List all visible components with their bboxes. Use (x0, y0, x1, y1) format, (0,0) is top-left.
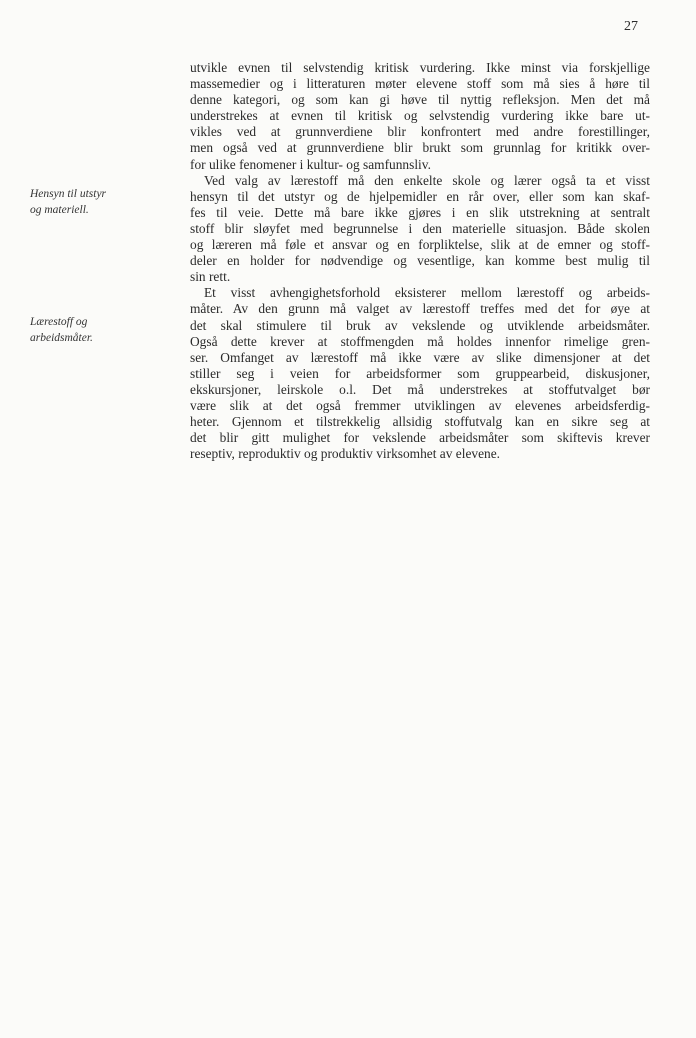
body-text (190, 60, 650, 462)
text-line: vikles ved at grunnverdiene blir konfrontert med andre forestillinger, (190, 124, 650, 140)
text-line: måter. Av den grunn må valget av lærestoff treffes med det for øye at (190, 301, 650, 317)
margin-note-equipment (30, 186, 150, 218)
text-line: det skal stimulere til bruk av vekslende og utviklende arbeidsmåter. (190, 317, 650, 333)
page-number: 27 (624, 19, 638, 34)
text-line: massemedier og i litteraturen møter elevene stoff som må sies å høre til (190, 76, 650, 92)
paragraph-3 (190, 285, 650, 462)
margin-note-line: Hensyn til utstyr (30, 188, 107, 200)
margin-note-methods (30, 314, 150, 346)
text-line: utvikle evnen til selvstendig kritisk vurdering. Ikke minst via forskjellige (190, 60, 650, 75)
text-line: Ved valg av lærestoff må den enkelte skole og lærer også ta et visst (204, 172, 650, 188)
text-line: det blir gitt mulighet for vekslende arbeidsmåter som skiftevis krever (190, 430, 650, 446)
text-line: reseptiv, reproduktiv og produktiv virksomhet av elevene. (190, 446, 501, 462)
text-line: ekskursjoner, leirskole o.l. Det må understrekes at stoffutvalget bør (190, 381, 650, 397)
text-line: være slik at det også fremmer utviklingen av elevenes arbeidsferdig- (190, 397, 650, 413)
text-line: og læreren må føle et ansvar og en forpliktelse, slik at de emner og stoff- (190, 237, 650, 253)
text-line: deler en holder for nødvendige og vesentlige, kan komme best mulig til (190, 253, 650, 269)
margin-note-line: og materiell. (30, 204, 89, 216)
text-line: Også dette krever at stoffmengden må holdes innenfor rimelige gren- (190, 333, 650, 349)
text-line: heter. Gjennom et tilstrekkelig allsidig stoffutvalg kan en sikre seg at (190, 414, 650, 430)
text-line: Et visst avhengighetsforhold eksisterer mellom lærestoff og arbeids- (204, 285, 650, 301)
text-line: stoff blir sløyfet med begrunnelse i den materielle situasjon. Både skolen (190, 220, 650, 236)
paragraph-2 (190, 173, 650, 286)
text-line: for ulike fenomener i kultur- og samfunnsliv. (190, 156, 431, 172)
text-line: denne kategori, og som kan gi høve til nyttig refleksjon. Men det må (190, 92, 650, 108)
text-line: fes til veie. Dette må bare ikke gjøres i en slik utstrekning at sentralt (190, 204, 650, 220)
text-line: stiller seg i veien for arbeidsformer som gruppearbeid, diskusjoner, (190, 365, 650, 381)
text-line: hensyn til det utstyr og de hjelpemidler en rår over, eller som kan skaf- (190, 188, 650, 204)
text-line: ser. Omfanget av lærestoff må ikke være av slike dimensjoner at det (190, 349, 650, 365)
paragraph-1 (190, 60, 650, 173)
margin-note-line: Lærestoff og (30, 316, 88, 328)
text-line: understrekes at evnen til kritisk og selvstendig vurdering ikke bare ut- (190, 108, 650, 124)
text-line: men også ved at grunnverdiene blir brukt som grunnlag for kritikk over- (190, 140, 650, 156)
margin-note-line: arbeidsmåter. (30, 332, 93, 344)
text-line: sin rett. (190, 269, 231, 285)
